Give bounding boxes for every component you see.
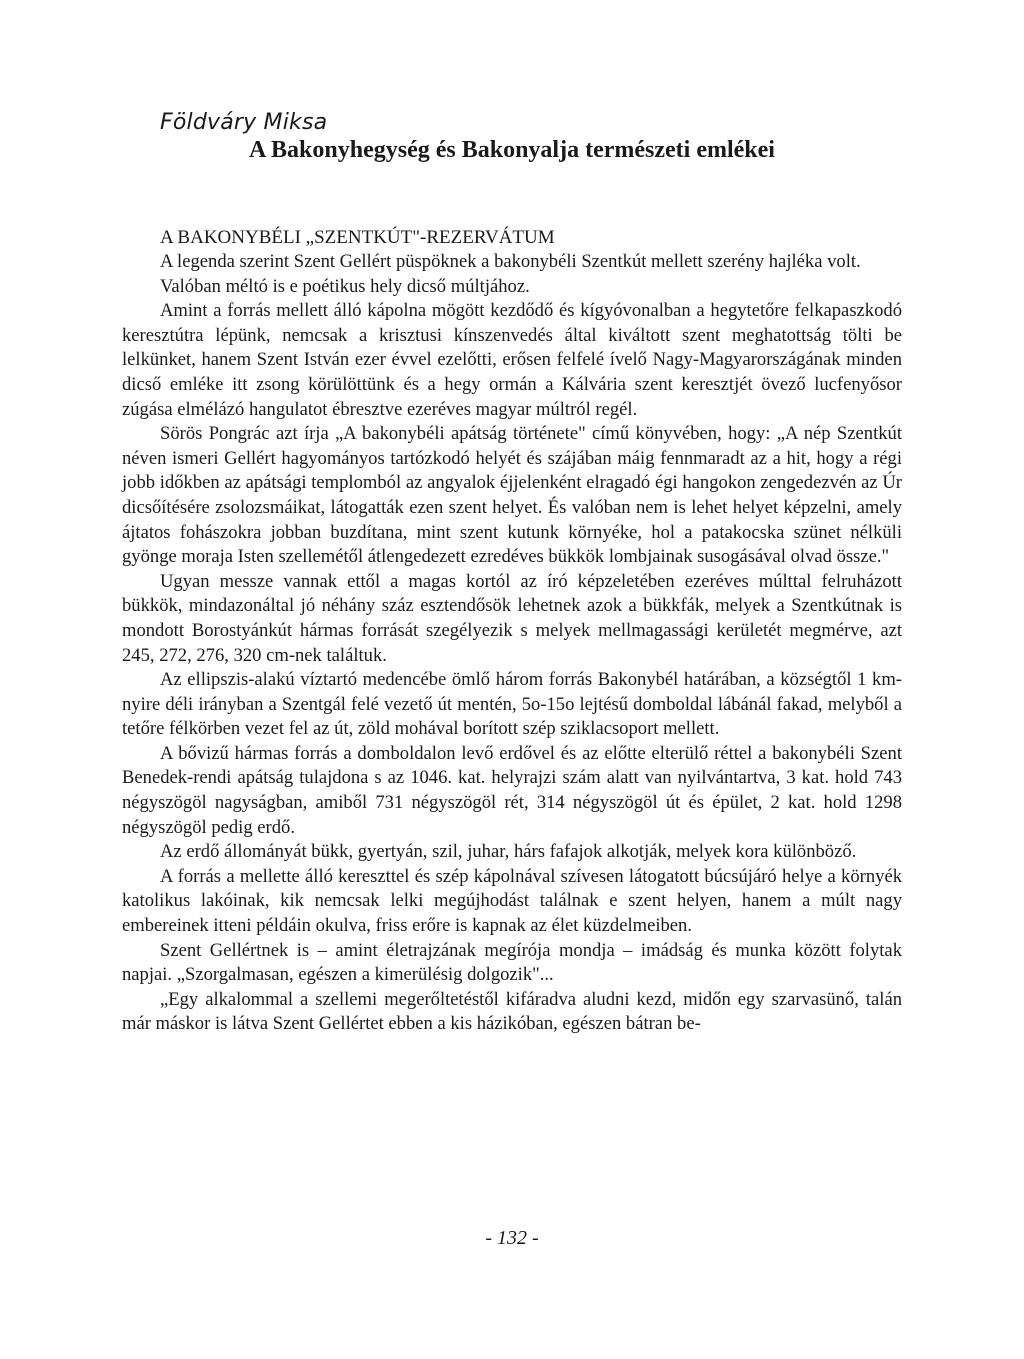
body-text <box>122 250 902 1037</box>
paragraph: A forrás a mellette álló kereszttel és szép kápolnával szívesen látogatott búcsújáró helye a környék katolikus lakóinak, kik nemcsak lelki megújhodást találnak e szent helyen, hanem a múlt nagy embereinek itteni példáin okulva, friss erőre is kapnak az élet küzdelmeiben. <box>122 865 902 937</box>
paragraph: Az erdő állományát bükk, gyertyán, szil, juhar, hárs fafajok alkotják, melyek kora különböző. <box>160 841 857 863</box>
paragraph: Sörös Pongrác azt írja „A bakonybéli apátság története" című könyvében, hogy: „A nép Szentkút néven ismeri Gellért hagyományos tartózkodó helyét és szájában máig fennmaradt az a hit, hogy a régi jobb időkben az apátsági templomból az angyalok éjjelenként elragadó égi hangokon zengedezvén az Úr dicsőítésére zsolozsmáikat, látogatták ezen szent helyet. És valóban nem is lehet helyet képzelni, amely ájtatos fohászokra jobban buzdítana, mint szent kutunk környéke, hol a patakocska szünet nélküli gyönge moraja Isten szellemétől átlengedezett ezredéves bükkök lombjainak susogásával olvad össze." <box>122 423 902 568</box>
paragraph: Valóban méltó is e poétikus hely dicső múltjához. <box>160 275 530 297</box>
paragraph: „Egy alkalommal a szellemi megerőltetéstől kifáradva aludni kezd, midőn egy szarvasünő, talán már máskor is látva Szent Gellértet ebben a kis házikóban, egészen bátran be- <box>122 988 902 1035</box>
paragraph: Amint a forrás mellett álló kápolna mögött kezdődő és kígyóvonalban a hegytetőre felkapaszkodó keresztútra lépünk, nemcsak a krisztusi kínszenvedés által kiváltott szent meghatottság tölti be lelkünket, hanem Szent István ezer évvel ezelőtti, erősen felfelé ívelő Nagy-Magyarországának minden dicső emléke itt zsong körülöttünk és a hegy ormán a Kálvária szent keresztjét övező lucfenyősor zúgása elmélázó hangulatot ébresztve ezeréves magyar múltról regél. <box>122 300 902 420</box>
paragraph: A legenda szerint Szent Gellért püspöknek a bakonybéli Szentkút mellett szerény hajléka volt. <box>160 251 861 272</box>
section-heading: A BAKONYBÉLI „SZENTKÚT"-REZERVÁTUM <box>160 227 555 248</box>
author-name: Földváry Miksa <box>160 110 328 135</box>
paragraph: A bővizű hármas forrás a domboldalon levő erdővel és az előtte elterülő réttel a bakonybéli Szent Benedek-rendi apátság tulajdona s az 1046. kat. helyrajzi szám alatt van nyilvántartva, 3 kat. hold 743 négyszögöl nagyságban, amiből 731 négyszögöl rét, 314 négyszögöl út és épület, 2 kat. hold 1298 négyszögöl pedig erdő. <box>122 742 902 838</box>
paragraph: Szent Gellértnek is – amint életrajzának megírója mondja – imádság és munka között folytak napjai. „Szorgalmasan, egészen a kimerülésig dolgozik"... <box>122 939 902 986</box>
document-title: A Bakonyhegység és Bakonyalja természeti emlékei <box>249 137 775 163</box>
document-page <box>122 100 902 1037</box>
paragraph: Az ellipszis-alakú víztartó medencébe ömlő három forrás Bakonybél határában, a községtől 1 km-nyire déli irányban a Szentgál felé vezető út mentén, 5o-15o lejtésű domboldal lábánál fakad, melyből a tetőre félkörben vezet fel az út, zöld mohával borított szép sziklacsoport mellett. <box>122 669 902 740</box>
paragraph: Ugyan messze vannak ettől a magas kortól az író képzeletében ezeréves múlttal felruházott bükkök, mindazonáltal jó néhány száz esztendősök lehetnek azok a bükkfák, melyek a Szentkútnak is mondott Borostyánkút hármas forrását szegélyezik s melyek mellmagassági kerületét megmérve, azt 245, 272, 276, 320 cm-nek találtuk. <box>122 570 902 666</box>
page-number: - 132 - <box>485 1227 539 1249</box>
